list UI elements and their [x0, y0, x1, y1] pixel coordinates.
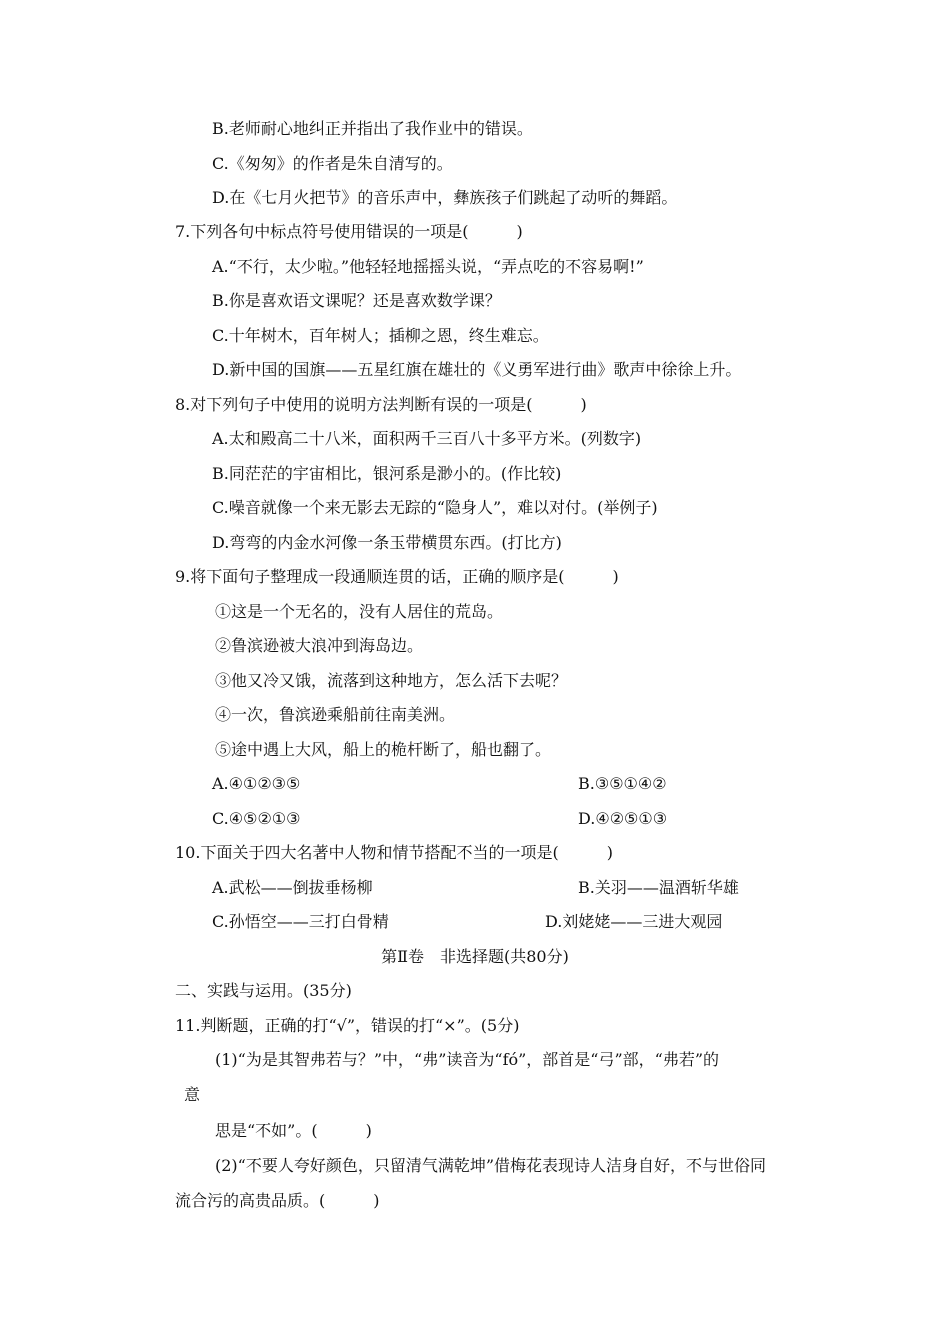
q10-option-a: A.武松——倒拔垂杨柳: [212, 878, 373, 897]
q9-sentence-5: ⑤途中遇上大风，船上的桅杆断了，船也翻了。: [215, 740, 552, 759]
q9-sentence-3: ③他又冷又饿，流落到这种地方，怎么活下去呢？: [215, 671, 568, 690]
q9-stem: 9.将下面句子整理成一段通顺连贯的话，正确的顺序是( ): [175, 567, 619, 586]
q6-option-c: C.《匆匆》的作者是朱自清写的。: [212, 154, 453, 173]
q10-option-d: D.刘姥姥——三进大观园: [545, 912, 723, 931]
q8-option-c: C.噪音就像一个来无影去无踪的“隐身人”，难以对付。(举例子): [212, 498, 658, 517]
q10-stem: 10.下面关于四大名著中人物和情节搭配不当的一项是( ): [175, 843, 613, 862]
q8-option-b: B.同茫茫的宇宙相比，银河系是渺小的。(作比较): [212, 464, 562, 483]
q11-item1-line1: (1)“为是其智弗若与？”中，“弗”读音为“fó”，部首是“弓”部，“弗若”的: [215, 1050, 720, 1069]
q7-option-d: D.新中国的国旗——五星红旗在雄壮的《义勇军进行曲》歌声中徐徐上升。: [212, 360, 742, 379]
part2-title: 第Ⅱ卷 非选择题(共80分): [381, 947, 569, 966]
q9-option-d: D.④②⑤①③: [578, 809, 668, 828]
q11-stem: 11.判断题，正确的打“√”，错误的打“×”。(5分): [175, 1016, 520, 1035]
q7-option-c: C.十年树木，百年树人；插柳之恩，终生难忘。: [212, 326, 549, 345]
q7-option-b: B.你是喜欢语文课呢？还是喜欢数学课？: [212, 291, 501, 310]
q11-item2-line1: (2)“不要人夸好颜色，只留清气满乾坤”借梅花表现诗人洁身自好，不与世俗同: [215, 1156, 767, 1175]
q8-stem: 8.对下列句子中使用的说明方法判断有误的一项是( ): [175, 395, 587, 414]
q8-option-d: D.弯弯的内金水河像一条玉带横贯东西。(打比方): [212, 533, 562, 552]
section2-heading: 二、实践与运用。(35分): [175, 981, 352, 1000]
q11-item1-line3: 思是“不如”。( ): [215, 1121, 372, 1140]
q6-option-d: D.在《七月火把节》的音乐声中，彝族孩子们跳起了动听的舞蹈。: [212, 188, 678, 207]
q9-sentence-1: ①这是一个无名的，没有人居住的荒岛。: [215, 602, 504, 621]
q6-option-b: B.老师耐心地纠正并指出了我作业中的错误。: [212, 119, 533, 138]
q10-option-c: C.孙悟空——三打白骨精: [212, 912, 389, 931]
q7-option-a: A.“不行，太少啦。”他轻轻地摇摇头说，“弄点吃的不容易啊!”: [212, 257, 644, 276]
q10-option-b: B.关羽——温酒斩华雄: [578, 878, 739, 897]
q9-option-c: C.④⑤②①③: [212, 809, 301, 828]
q9-option-b: B.③⑤①④②: [578, 774, 667, 793]
q11-item1-line2: 意: [184, 1085, 201, 1104]
q11-item2-line2: 流合污的高贵品质。( ): [175, 1191, 380, 1210]
q7-stem: 7.下列各句中标点符号使用错误的一项是( ): [175, 222, 523, 241]
q9-option-a: A.④①②③⑤: [212, 774, 301, 793]
q9-sentence-4: ④一次，鲁滨逊乘船前往南美洲。: [215, 705, 456, 724]
q9-sentence-2: ②鲁滨逊被大浪冲到海岛边。: [215, 636, 424, 655]
q8-option-a: A.太和殿高二十八米，面积两千三百八十多平方米。(列数字): [212, 429, 642, 448]
